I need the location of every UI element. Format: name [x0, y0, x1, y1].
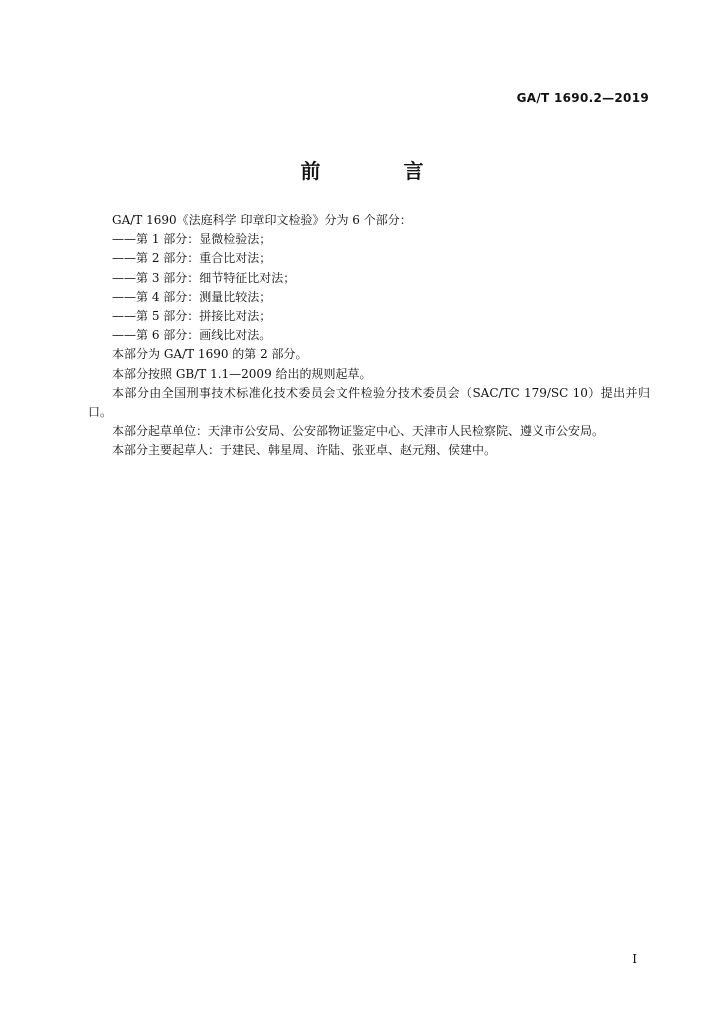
- paragraph-drafters: 本部分主要起草人：于建民、韩星周、许陆、张亚卓、赵元翔、侯建中。: [112, 443, 497, 458]
- paragraph-drafting-units: 本部分起草单位：天津市公安局、公安部物证鉴定中心、天津市人民检察院、遵义市公安局。: [112, 424, 605, 439]
- paragraph-proposer: 本部分由全国刑事技术标准化技术委员会文件检验分技术委员会（SAC/TC 179/SC 10）提出并归口。: [88, 385, 650, 420]
- list-item-part-3: ——第 3 部分：细节特征比对法；: [112, 270, 296, 285]
- list-item-part-1: ——第 1 部分：显微检验法；: [112, 232, 272, 247]
- page-number: I: [632, 952, 637, 966]
- list-item-part-6: ——第 6 部分：画线比对法。: [112, 328, 272, 343]
- list-item-part-4: ——第 4 部分：测量比较法；: [112, 289, 272, 304]
- paragraph-part-statement: 本部分为 GA/T 1690 的第 2 部分。: [112, 347, 308, 362]
- foreword-body: [88, 211, 650, 461]
- standard-code: GA/T 1690.2—2019: [516, 91, 649, 105]
- paragraph-drafting-rules: 本部分按照 GB/T 1.1—2009 给出的规则起草。: [112, 366, 372, 381]
- list-item-part-5: ——第 5 部分：拼接比对法；: [112, 309, 272, 324]
- list-item-part-2: ——第 2 部分：重合比对法；: [112, 251, 272, 266]
- page-title: 前 言: [300, 159, 462, 183]
- intro-paragraph: GA/T 1690《法庭科学 印章印文检验》分为 6 个部分：: [112, 213, 412, 227]
